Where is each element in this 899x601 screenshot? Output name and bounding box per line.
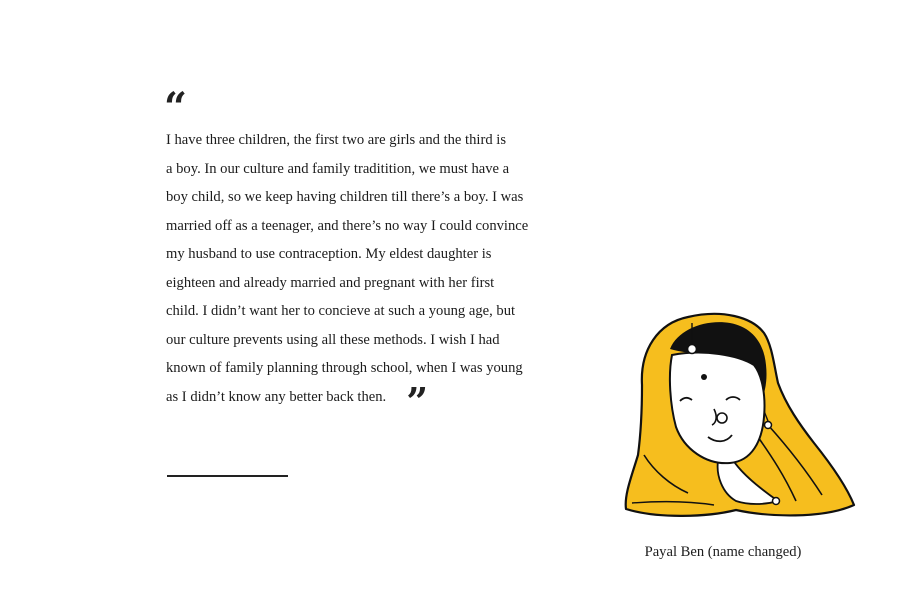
quote-line: child. I didn’t want her to concieve at such a young age, but: [166, 303, 516, 319]
testimonial-quote: [166, 126, 586, 424]
opening-quote-mark: “: [164, 84, 188, 131]
woman-with-dupatta-illustration-icon: [618, 305, 860, 520]
portrait-caption: Payal Ben (name changed): [644, 544, 802, 560]
quote-line: I have three children, the first two are girls and the third is: [166, 132, 507, 148]
quote-line: eighteen and already married and pregnant with her first: [166, 274, 495, 291]
quote-line: a boy. In our culture and family traditition, we must have a: [166, 160, 510, 177]
quote-line: boy child, so we keep having children till there’s a boy. I was: [166, 189, 524, 205]
quote-line: married off as a teenager, and there’s no way I could convince: [166, 217, 529, 234]
divider-line: [167, 475, 288, 477]
quote-line: our culture prevents using all these methods. I wish I had: [166, 331, 500, 348]
quote-line-last: as I didn’t know any better back then. ”: [166, 378, 429, 424]
quote-line: my husband to use contraception. My eldest daughter is: [166, 246, 492, 262]
quote-line-text: as I didn’t know any better back then.: [166, 388, 387, 405]
quote-line: known of family planning through school, when I was young: [166, 360, 523, 376]
